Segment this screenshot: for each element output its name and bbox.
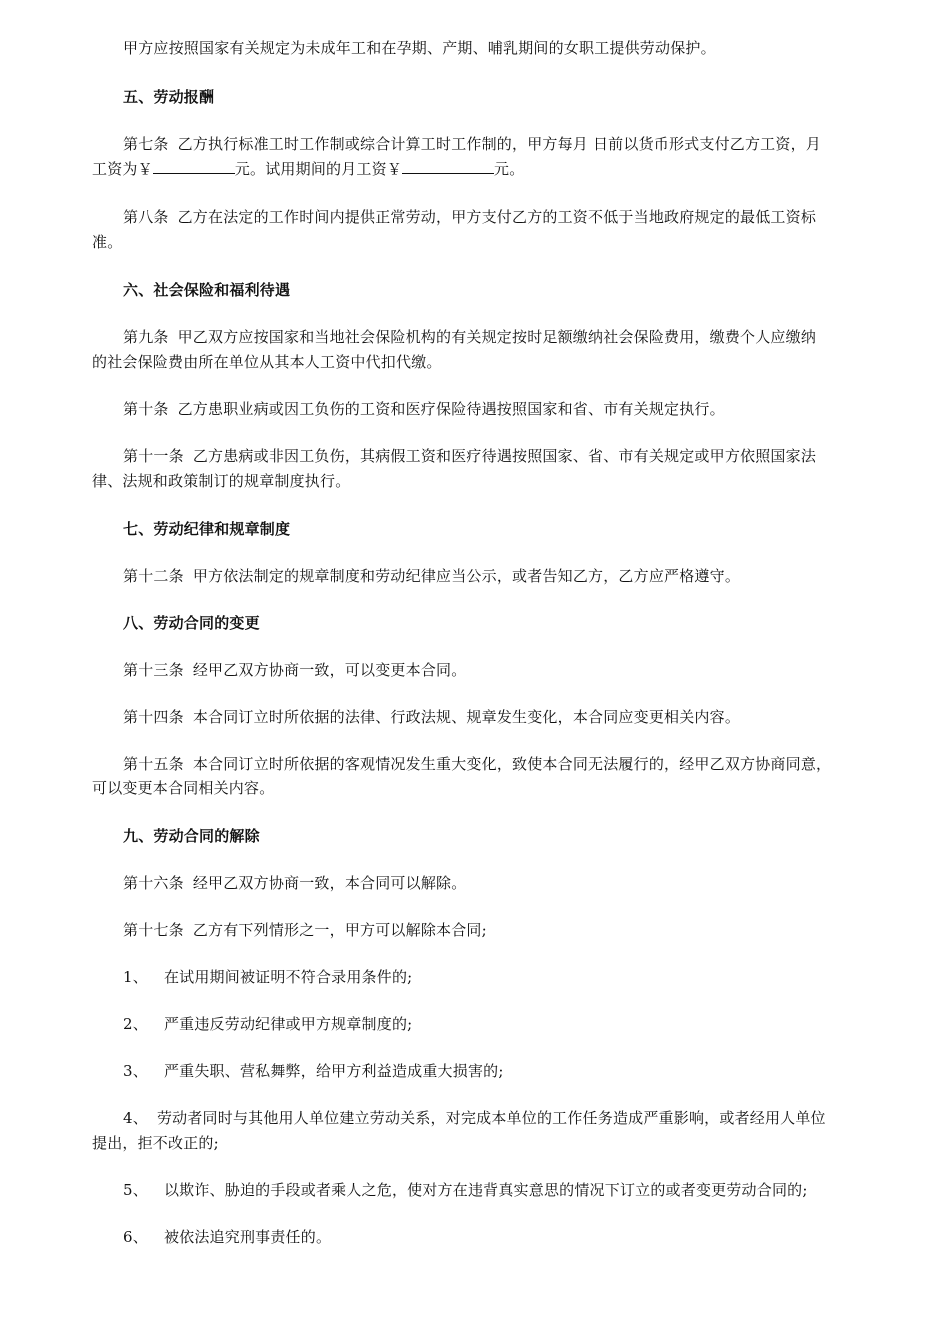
list-item-text: 被依法追究刑事责任的。 (163, 1228, 332, 1246)
article-text: 乙方患病或非因工负伤，其病假工资和医疗待遇按照国家、省、市有关规定或甲方依照国家法 (192, 447, 817, 465)
article-text: 乙方患职业病或因工负伤的工资和医疗保险待遇按照国家和省、市有关规定执行。 (177, 400, 725, 418)
paragraph-labor-protection (92, 36, 892, 61)
article-11 (92, 444, 892, 469)
section-heading-5 (92, 85, 892, 110)
article-text: 本合同订立时所依据的法律、行政法规、规章发生变化，本合同应变更相关内容。 (192, 708, 741, 726)
list-item-number: 3、 (123, 1062, 148, 1080)
article-7-line-2 (92, 157, 892, 182)
section-heading-9 (92, 824, 892, 849)
list-item (92, 1059, 892, 1084)
article-12 (92, 564, 892, 589)
article-text: 乙方在法定的工作时间内提供正常劳动，甲方支付乙方的工资不低于当地政府规定的最低工资标 (177, 208, 817, 226)
article-text: 的社会保险费由所在单位从其本人工资中代扣代缴。 (92, 353, 442, 371)
article-label: 第十一条 (123, 447, 184, 465)
article-label: 第七条 (123, 135, 169, 153)
article-10 (92, 397, 892, 422)
article-label: 第十条 (123, 400, 169, 418)
blank-probation-wage (402, 157, 494, 174)
section-heading-text: 六、社会保险和福利待遇 (123, 281, 291, 299)
article-text: 甲乙双方应按国家和当地社会保险机构的有关规定按时足额缴纳社会保险费用，缴费个人应缴纳 (177, 328, 817, 346)
article-text: 经甲乙双方协商一致，本合同可以解除。 (192, 874, 467, 892)
paragraph-text: 甲方应按照国家有关规定为未成年工和在孕期、产期、哺乳期间的女职工提供劳动保护。 (123, 39, 716, 57)
article-label: 第十六条 (123, 874, 184, 892)
article-8 (92, 205, 892, 230)
article-8-line-2 (92, 230, 892, 255)
article-17 (92, 918, 892, 943)
article-label: 第十四条 (123, 708, 184, 726)
section-heading-8 (92, 611, 892, 636)
article-text: 元。试用期间的月工资￥ (234, 160, 403, 178)
list-item-number: 5、 (123, 1181, 148, 1199)
article-label: 第八条 (123, 208, 169, 226)
article-label: 第十五条 (123, 755, 184, 773)
article-text: 乙方有下列情形之一，甲方可以解除本合同; (192, 921, 487, 939)
article-7 (92, 132, 892, 157)
list-item-text: 劳动者同时与其他用人单位建立劳动关系，对完成本单位的工作任务造成严重影响，或者经用人单位 (156, 1109, 826, 1127)
article-text: 经甲乙双方协商一致，可以变更本合同。 (192, 661, 467, 679)
article-14 (92, 705, 892, 730)
article-11-line-2 (92, 469, 892, 494)
list-item-number: 2、 (123, 1015, 148, 1033)
article-text: 元。 (494, 160, 525, 178)
list-item (92, 1106, 892, 1131)
section-heading-text: 五、劳动报酬 (123, 88, 215, 106)
list-item-text: 提出，拒不改正的; (92, 1134, 219, 1152)
article-label: 第九条 (123, 328, 169, 346)
blank-monthly-wage (153, 157, 235, 174)
article-text: 工资为￥ (92, 160, 153, 178)
list-item-line-2 (92, 1131, 892, 1156)
article-16 (92, 871, 892, 896)
article-text: 准。 (92, 233, 123, 251)
article-text: 甲方依法制定的规章制度和劳动纪律应当公示，或者告知乙方，乙方应严格遵守。 (192, 567, 741, 585)
section-heading-6 (92, 278, 892, 303)
list-item-text: 以欺诈、胁迫的手段或者乘人之危，使对方在违背真实意思的情况下订立的或者变更劳动合同的; (163, 1181, 808, 1199)
article-13 (92, 658, 892, 683)
list-item (92, 1178, 892, 1203)
section-heading-text: 七、劳动纪律和规章制度 (123, 520, 291, 538)
article-label: 第十三条 (123, 661, 184, 679)
section-heading-text: 九、劳动合同的解除 (123, 827, 260, 845)
article-label: 第十七条 (123, 921, 184, 939)
list-item (92, 965, 892, 990)
article-15 (92, 752, 892, 777)
article-15-line-2 (92, 776, 892, 801)
list-item-number: 6、 (123, 1228, 148, 1246)
article-text: 本合同订立时所依据的客观情况发生重大变化，致使本合同无法履行的，经甲乙双方协商同意， (192, 755, 832, 773)
section-heading-text: 八、劳动合同的变更 (123, 614, 260, 632)
article-text: 可以变更本合同相关内容。 (92, 779, 275, 797)
article-9-line-2 (92, 350, 892, 375)
list-item-number: 4、 (123, 1109, 148, 1127)
list-item (92, 1225, 892, 1250)
article-9 (92, 325, 892, 350)
article-label: 第十二条 (123, 567, 184, 585)
list-item-text: 严重违反劳动纪律或甲方规章制度的; (163, 1015, 413, 1033)
section-heading-7 (92, 517, 892, 542)
list-item (92, 1012, 892, 1037)
list-item-text: 在试用期间被证明不符合录用条件的; (163, 968, 413, 986)
list-item-number: 1、 (123, 968, 148, 986)
article-text: 乙方执行标准工时工作制或综合计算工时工作制的，甲方每月 日前以货币形式支付乙方工资，月 (177, 135, 821, 153)
list-item-text: 严重失职、营私舞弊，给甲方利益造成重大损害的; (163, 1062, 504, 1080)
article-text: 律、法规和政策制订的规章制度执行。 (92, 472, 351, 490)
